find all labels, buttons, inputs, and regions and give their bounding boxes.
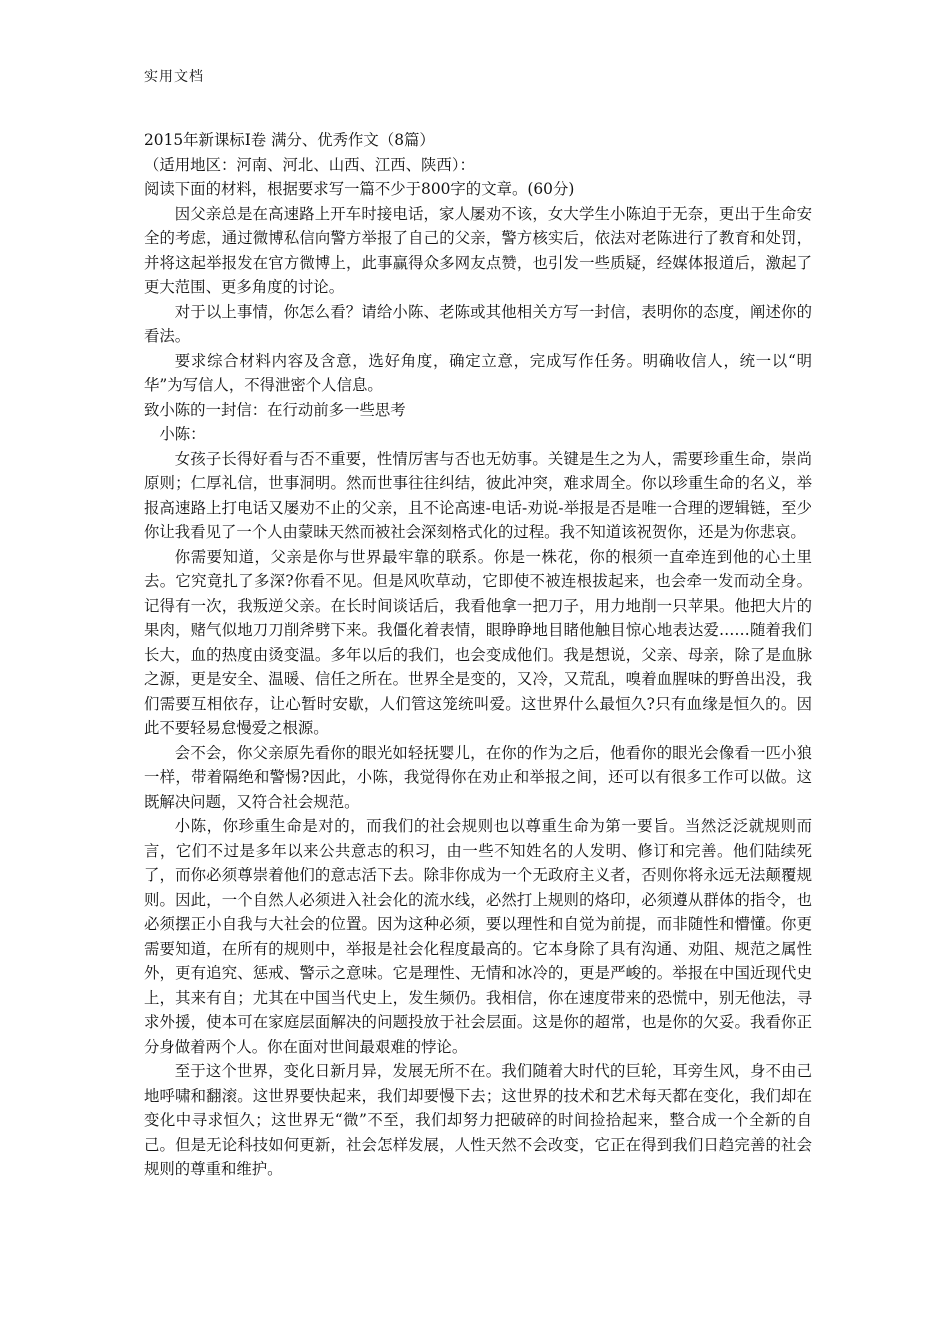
region-note: （适用地区：河南、河北、山西、江西、陕西）： bbox=[144, 155, 475, 174]
material-paragraph: 对于以上事情，你怎么看？请给小陈、老陈或其他相关方写一封信，表明你的态度，阐述你的看法。 bbox=[144, 302, 812, 345]
essay-paragraph: 你需要知道，父亲是你与世界最牢靠的联系。你是一株花，你的根须一直牵连到他的心土里去。它究竟扎了多深?你看不见。但是风吹草动，它即使不被连根拔起来，也会牵一发而动全身。记得有一次，我叛逆父亲。在长时间谈话后，我看他拿一把刀子，用力地削一只苹果。他把大片的果肉，赌气似地刀刀削斧劈下来。我僵化着表情，眼睁睁地目睹他触目惊心地表达爱……随着我们长大，血的热度由烫变温。多年以后的我们，也会变成他们。我是想说，父亲、母亲，除了是血脉之源，更是安全、温暖、信任之所在。世界全是变的，又冷，又荒乱，嗅着血腥味的野兽出没，我们需要互相依存，让心暂时安歇，人们管这笼统叫爱。这世界什么最恒久?只有血缘是恒久的。因此不要轻易怠慢爱之根源。 bbox=[144, 547, 812, 737]
essay-paragraph: 小陈，你珍重生命是对的，而我们的社会规则也以尊重生命为第一要旨。当然泛泛就规则而言，它们不过是多年以来公共意志的积习，由一些不知姓名的人发明、修订和完善。他们陆续死了，而你必须尊崇着他们的意志活下去。除非你成为一个无政府主义者，否则你将永远无法颠覆规则。因此，一个自然人必须进入社会化的流水线，必然打上规则的烙印，必须遵从群体的指令，也必须摆正小自我与大社会的位置。因为这种必须，要以理性和自觉为前提，而非随性和懵懂。你更需要知道，在所有的规则中，举报是社会化程度最高的。它本身除了具有沟通、劝阻、规范之属性外，更有追究、惩戒、警示之意味。它是理性、无情和冰冷的，更是严峻的。举报在中国近现代史上，其来有自；尤其在中国当代史上，发生频仍。我相信，你在速度带来的恐慌中，别无他法，寻求外援，使本可在家庭层面解决的问题投放于社会层面。这是你的超常，也是你的欠妥。我看你正分身做着两个人。你在面对世间最艰难的悖论。 bbox=[144, 817, 812, 1056]
essay-paragraph: 女孩子长得好看与否不重要，性情厉害与否也无妨事。关键是生之为人，需要珍重生命，崇尚原则；仁厚礼信，世事洞明。然而世事往往纠结，彼此冲突，难求周全。你以珍重生命的名义，举报高速路上打电话又屡劝不止的父亲，且不论高速-电话-劝说-举报是否是唯一合理的逻辑链，至少你让我看见了一个人由蒙昧天然而被社会深刻格式化的过程。我不知道该祝贺你，还是为你悲哀。 bbox=[144, 449, 812, 541]
writing-instruction: 阅读下面的材料，根据要求写一篇不少于800字的文章。(60分) bbox=[144, 180, 575, 198]
page-header: 实用文档 bbox=[144, 69, 204, 85]
document-body bbox=[144, 128, 812, 1182]
material-paragraph: 要求综合材料内容及含意，选好角度，确定立意，完成写作任务。明确收信人，统一以“明华”为写信人，不得泄密个人信息。 bbox=[144, 351, 812, 394]
essay-title: 致小陈的一封信：在行动前多一些思考 bbox=[144, 400, 406, 419]
document-title: 2015年新课标Ⅰ卷 满分、优秀作文（8篇） bbox=[144, 131, 435, 149]
essay-paragraph: 会不会，你父亲原先看你的眼光如轻抚婴儿，在你的作为之后，他看你的眼光会像看一匹小狼一样，带着隔绝和警惕?因此，小陈，我觉得你在劝止和举报之间，还可以有很多工作可以做。这既解决问题，又符合社会规范。 bbox=[144, 743, 812, 811]
material-paragraph: 因父亲总是在高速路上开车时接电话，家人屡劝不该，女大学生小陈迫于无奈，更出于生命安全的考虑，通过微博私信向警方举报了自己的父亲，警方核实后，依法对老陈进行了教育和处罚，并将这起举报发在官方微博上，此事赢得众多网友点赞，也引发一些质疑，经媒体报道后，激起了更大范围、更多角度的讨论。 bbox=[144, 204, 812, 296]
essay-salutation: 小陈： bbox=[159, 425, 206, 443]
essay-paragraph: 至于这个世界，变化日新月异，发展无所不在。我们随着大时代的巨轮，耳旁生风，身不由己地呼啸和翻滚。这世界要快起来，我们却要慢下去；这世界的技术和艺术每天都在变化，我们却在变化中寻求恒久；这世界无“微”不至，我们却努力把破碎的时间捡拾起来，整合成一个全新的自己。但是无论科技如何更新，社会怎样发展，人性天然不会改变，它正在得到我们日趋完善的社会规则的尊重和维护。 bbox=[144, 1062, 812, 1178]
